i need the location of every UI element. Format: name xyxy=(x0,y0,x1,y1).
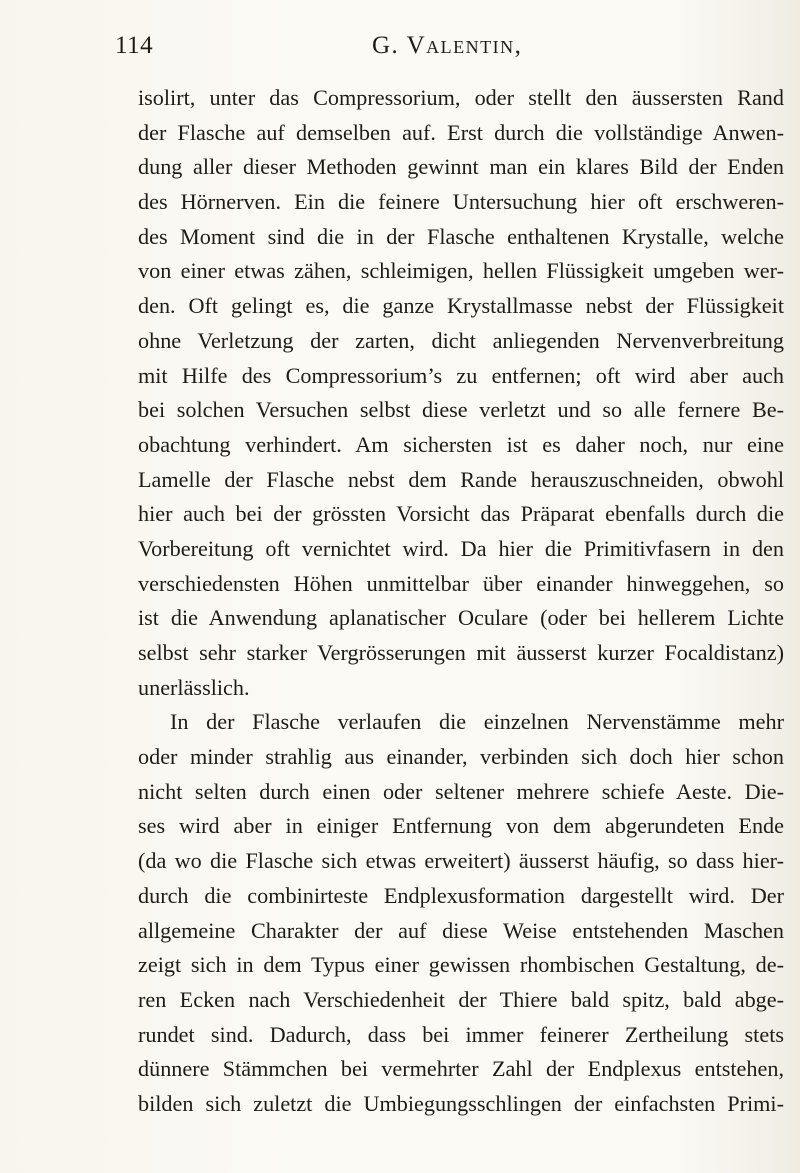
text-line: der Flasche auf demselben auf. Erst durch die vollständige Anwen- xyxy=(138,119,784,145)
text-line: (da wo die Flasche sich etwas erweitert) äusserst häufig, so dass hier- xyxy=(138,848,784,874)
page-number: 114 xyxy=(115,32,154,59)
text-line: nicht selten durch einen oder seltener mehrere schiefe Aeste. Die- xyxy=(138,778,784,804)
text-line: des Moment sind die in der Flasche enthaltenen Krystalle, welche xyxy=(138,223,784,249)
text-line: dünnere Stämmchen bei vermehrter Zahl der Endplexus entstehen, xyxy=(138,1056,784,1082)
text-line: verschiedensten Höhen unmittelbar über einander hinweggehen, so xyxy=(138,570,784,596)
text-line: ren Ecken nach Verschiedenheit der Thiere bald spitz, bald abge- xyxy=(138,986,784,1012)
text-line: durch die combinirteste Endplexusformation dargestellt wird. Der xyxy=(138,882,784,908)
text-line: bei solchen Versuchen selbst diese verletzt und so alle fernere Be- xyxy=(138,397,784,423)
running-head: G. Valentin, xyxy=(372,32,523,59)
text-line: von einer etwas zähen, schleimigen, hellen Flüssigkeit umgeben wer- xyxy=(138,258,784,284)
text-line: Vorbereitung oft vernichtet wird. Da hier die Primitivfasern in den xyxy=(138,535,784,561)
body-text xyxy=(138,81,784,1122)
text-line: hier auch bei der grössten Vorsicht das Präparat ebenfalls durch die xyxy=(138,501,784,527)
text-line: allgemeine Charakter der auf diese Weise entstehenden Maschen xyxy=(138,917,784,943)
text-line: oder minder strahlig aus einander, verbinden sich doch hier schon xyxy=(138,744,784,770)
text-line: den. Oft gelingt es, die ganze Krystallmasse nebst der Flüssigkeit xyxy=(138,293,784,319)
text-line: obachtung verhindert. Am sichersten ist es daher noch, nur eine xyxy=(138,431,784,457)
text-line: rundet sind. Dadurch, dass bei immer feinerer Zertheilung stets xyxy=(138,1021,784,1047)
text-line: Lamelle der Flasche nebst dem Rande herauszuschneiden, obwohl xyxy=(138,466,784,492)
text-line: dung aller dieser Methoden gewinnt man ein klares Bild der Enden xyxy=(138,154,784,180)
text-line: isolirt, unter das Compressorium, oder stellt den äussersten Rand xyxy=(138,85,784,110)
text-line: mit Hilfe des Compressorium’s zu entfernen; oft wird aber auch xyxy=(138,362,784,388)
text-line: bilden sich zuletzt die Umbiegungsschlingen der einfachsten Primi- xyxy=(138,1090,784,1116)
text-line: zeigt sich in dem Typus einer gewissen rhombischen Gestaltung, de- xyxy=(138,952,784,978)
text-line: ist die Anwendung aplanatischer Oculare (oder bei hellerem Lichte xyxy=(138,605,784,631)
text-line: selbst sehr starker Vergrösserungen mit äusserst kurzer Focaldistanz) xyxy=(138,640,784,665)
text-line: unerlässlich. xyxy=(138,674,250,700)
text-line: des Hörnerven. Ein die feinere Untersuchung hier oft erschweren- xyxy=(138,189,784,215)
text-line: In der Flasche verlaufen die einzelnen Nervenstämme mehr xyxy=(170,709,784,735)
text-line: ses wird aber in einiger Entfernung von dem abgerundeten Ende xyxy=(138,813,784,839)
text-line: ohne Verletzung der zarten, dicht anliegenden Nervenverbreitung xyxy=(138,327,784,353)
